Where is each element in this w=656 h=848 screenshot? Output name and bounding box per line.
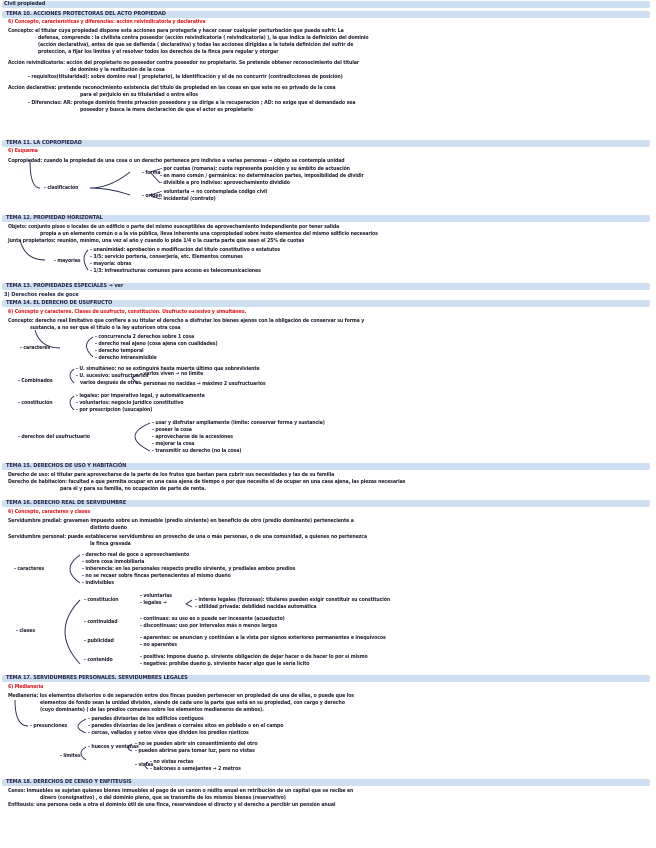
note-line: distinto dueño: [90, 525, 127, 531]
note-line: - voluntarios: negocio jurídico constitutivo: [76, 400, 184, 406]
note-line: - indivisibles: [82, 580, 114, 586]
note-line: - paredes divisorias de los edificios contiguos: [88, 716, 204, 722]
note-line: - negativa: prohíbe dueño p. sirviente hacer algo que le sería lícito: [140, 661, 310, 667]
note-line: - 1/3: infraestructuras comunes para acceso es telecomunicaciones: [90, 268, 261, 274]
note-line: Concepto: el titular cuya propiedad dispone esta acciones para protegerla y hacer cesar cualquier perturbación que pueda sufrir. La: [8, 28, 344, 34]
section-heading: Civil propiedad: [4, 1, 46, 7]
note-line: - divisible a pro indiviso: aprovechamiento dividido: [160, 180, 290, 186]
section-heading: TEMA 18. DERECHOS DE CENSO Y ENFITEUSIS: [6, 779, 132, 785]
section-heading: TEMA 11. LA COPROPIEDAD: [6, 140, 82, 146]
note-line: - pueden abrirse para tomar luz, pero no vistas: [135, 748, 255, 754]
note-line: Acción declarativa: pretende reconocimiento existencia del título de propiedad en las cosas en que este no es privado de la cosa: [8, 85, 336, 91]
note-line: - continuas: su uso es o puede ser incesante (acueducto): [140, 616, 285, 622]
note-line: - derecho intransmisible: [95, 355, 157, 361]
branch-label: - clases: [16, 628, 35, 634]
note-line: - en mano común / germánica: no determinación partes, imposibilidad de dividir: [160, 173, 364, 179]
subsection-heading: 6) Concepto y caracteres. Clases de usufructo, constitución. Usufructo sucesivo y simultáneo.: [8, 309, 247, 315]
branch-label: - caracteres: [14, 566, 45, 572]
section-band: [2, 1, 650, 8]
note-line: - mayoría: obras: [90, 261, 132, 267]
branch-label: - Combinados: [18, 378, 53, 384]
note-line: Objeto: conjunto pisos o locales de un edificio o parte del mismo susceptibles de aprovechamiento independiente por tener salida: [8, 224, 340, 230]
note-line: - varios viven → no límite: [140, 371, 204, 377]
section-heading: TEMA 13. PROPIEDADES ESPECIALES → ver: [6, 283, 124, 289]
subsection-heading: 6) Concepto, caracteres y clases: [8, 509, 91, 515]
subsection-heading: 6) Esquema: [8, 148, 38, 154]
note-line: - voluntaria → no contemplada código civil: [160, 189, 268, 195]
note-line: Concepto: derecho real limitativo que confiere a su titular el derecho a disfrutar los bienes ajenos con la obligación de conservar su forma y: [8, 318, 365, 324]
note-line: - poseer la cosa: [152, 427, 192, 433]
note-line: - personas no nacidas → máximo 2 usufructuarios: [140, 381, 266, 387]
note-line: - cercas, vallados y setos vivos que dividen los predios rústicos: [88, 730, 249, 736]
branch-label: - vistas: [135, 762, 154, 768]
section-heading: TEMA 10. ACCIONES PROTECTORAS DEL ACTO PROPIEDAD: [6, 11, 166, 17]
branch-label: - caracteres: [20, 345, 51, 351]
note-line: Servidumbre predial: gravamen impuesto sobre un inmueble (predio sirviente) en beneficio de otro (predio dominante) perteneciente a: [8, 518, 354, 524]
note-line: - por cuotas (romana): cuota representa posición y su ámbito de actuación: [160, 166, 350, 172]
note-line: - derecho real de goce o aprovechamiento: [82, 552, 190, 558]
note-line: Derecho de habitación: facultad a que permita ocupar en una casa ajena de tiempo o por que necesite el de ocupar en una casa ajena, las piezas necesarias: [8, 479, 406, 485]
note-line: - no vistas rectas: [150, 759, 194, 765]
branch-label: - continuidad: [84, 619, 118, 625]
subsection-heading: 6) Concepto, características y diferencias: acción reivindicatoria y declarativa: [8, 19, 206, 25]
section-heading: TEMA 17. SERVIDUMBRES PERSONALES. SERVIDUMBRES LEGALES: [6, 675, 188, 681]
note-line: - transmitir su derecho (no la cosa): [152, 448, 242, 454]
note-line: varios después de otros: [80, 380, 141, 386]
note-line: - unanimidad: aprobación o modificación del título constitutivo o estatutos: [90, 247, 281, 253]
subsection-heading: 6) Medianería: [8, 684, 44, 690]
section-heading: TEMA 16. DERECHO REAL DE SERVIDUMBRE: [6, 500, 127, 506]
note-line: - no se pueden abrir sin consentimiento del otro: [135, 741, 258, 747]
section-heading: TEMA 12. PROPIEDAD HORIZONTAL: [6, 215, 103, 221]
note-line: Copropiedad: cuando la propiedad de una cosa o un derecho pertenece pro indiviso a varias personas → objeto se contempla unidad: [8, 158, 345, 164]
note-line: - voluntarias: [140, 593, 172, 599]
branch-label: - mayorías: [54, 258, 81, 264]
note-line: para el perjuicio en su titularidad o entre ellos: [80, 92, 198, 98]
branch-label: - límites: [60, 753, 81, 759]
note-line: - no aparentes: [140, 642, 177, 648]
note-line: - sobre cosa inmobiliaria: [82, 559, 145, 565]
note-line: defensa, comprende : la civilista contra poseedor (acción reivindicatoria ( reivindicatoria) ), la que indica la definición del dominio: [38, 35, 369, 41]
note-line: - legales →: [140, 600, 167, 606]
note-line: poseedor y busca la mera declaración de que el actor es propietario: [80, 107, 253, 113]
note-line: - utilidad privada: debilidad nacidas automática: [195, 604, 317, 610]
note-line: - paredes divisorias de los jardines o corrales sitos en poblado o en el campo: [88, 723, 284, 729]
note-line: para él y para su familia, no ocupación de parte de renta.: [60, 486, 206, 492]
note-line: Junta propietarios: reunión, mínimo, una vez al año y cuando lo pida 1/4 o la cuarta parte que sean el 25% de cuotas: [8, 238, 305, 244]
note-line: - Diferencias: AR: protege dominio frente privación poseedora y se dirige a la recuperación ; AD: no exige que el demandado sea: [28, 100, 356, 106]
note-line: - usar y disfrutar ampliamente (límite: conservar forma y sustancia): [152, 420, 325, 426]
note-line: - requisitos(titularidad): sobre domino real ( propietario), la identificación y el de no concurrir (contradicciones de posición): [28, 74, 343, 80]
note-line: - legales: por imperativo legal, y automáticamente: [76, 393, 205, 399]
note-line: - mejorar la cosa: [152, 441, 195, 447]
note-line: - U. simultáneo: no se extinguirá hasta muerte último que sobreviviente: [76, 366, 260, 372]
branch-label: - origen: [142, 193, 162, 199]
note-line: - discontinuas: uso por intervalos más o menos largos: [140, 623, 278, 629]
note-line: - derecho real ajeno (cosa ajena con cualidades): [95, 341, 218, 347]
branch-label: - huecos y ventanas: [88, 744, 139, 750]
note-line: la finca gravada: [90, 541, 131, 547]
note-line: - 3/5: servicio portería, conserjería, etc. Elementos comunes: [90, 254, 243, 260]
section-heading: TEMA 15. DERECHOS DE USO Y HABITACIÓN: [6, 463, 127, 469]
note-line: Censo: inmuebles se sujetan quienes bienes inmuebles al pago de un canon o rédito anual en retribución de un capital que se recibe en: [8, 788, 354, 794]
branch-label: - presunciones: [30, 723, 68, 729]
note-line: - por prescripción (usucapión): [76, 407, 153, 413]
branch-label: - constitución: [18, 400, 53, 406]
note-line: dinero (consignativo) , o del dominio pleno, que se transmite de los mismos bienes (reservativo): [40, 795, 286, 801]
note-line: propia a un elemento común o a la vía pública, lleva inherente una copropiedad sobre resto elementos del mismo edificio necesarios: [40, 231, 378, 237]
section-band: [2, 140, 650, 147]
note-line: - aparentes: se anuncian y continúan a la vista por signos exteriores permanentes e inequívocos: [140, 635, 386, 641]
section-heading: TEMA 14. EL DERECHO DE USUFRUCTO: [6, 300, 113, 306]
note-line: - no se recaer sobre fincas pertenecientes al mismo dueño: [82, 573, 231, 579]
note-line: - U. sucesivo: usufructuarios: [76, 373, 149, 379]
note-line: Acción reivindicatoria: acción del propietario no poseedor contra poseedor no propietario. Se pretende obtener reconocimiento del titular: [8, 60, 359, 66]
note-line: protección, a fijar los límites y el resolver todos los derechos de la finca para regular y otorgar: [38, 49, 279, 55]
note-line: - aprovecharse de la accesiones: [152, 434, 233, 440]
note-line: sustancia, a no ser que el título o la ley autoricen otra cosa: [30, 325, 181, 331]
note-line: (acción declarativa), antes de que se defienda ( declarativa) y todas las acciones dirigidas a la tutela definición del sufrir de: [38, 42, 354, 48]
note-line: - concurrencia 2 derechos sobre 1 cosa: [95, 334, 195, 340]
note-line: - inherencia: en las personales respecto predio sirviente, y prediales ambos predios: [82, 566, 296, 572]
branch-label: - forma: [142, 170, 161, 176]
note-line: - balcones o semejantes → 2 metros: [150, 766, 241, 772]
note-line: Servidumbre personal: puede establecerse servidumbres en provecho de una o más personas, o de una comunidad, a quienes no pertenezca: [8, 534, 367, 540]
note-line: de dominio y la restitución de la cosa: [70, 67, 165, 73]
branch-label: - publicidad: [84, 638, 114, 644]
note-line: - interés legales (forzosas): titulares pueden exigir constituir su constitución: [195, 597, 391, 603]
note-line: (cuyo dominante) ( de las predios comunes sobre los elementos medianeros de ambos).: [40, 707, 264, 713]
section-heading: 3) Derechos reales de goce: [4, 292, 79, 298]
note-line: - derecho temporal: [95, 348, 144, 354]
branch-label: - contenido: [84, 657, 113, 663]
branch-label: - clasificación: [44, 185, 79, 191]
note-line: Enfiteusis: una persona cede a otra el dominio útil de una finca, reservándose el directo y el derecho a percibir un pensión anual: [8, 802, 336, 808]
note-line: Derecho de uso: el titular para aprovecharse de la parte de los frutos que bastan para cubrir sus necesidades y las de su familia: [8, 472, 335, 478]
branch-label: - constitución: [84, 597, 119, 603]
note-line: Medianería: los elementos divisorios o de separación entre dos fincas pueden pertenecer en propiedad de una de ellas, o puede que los: [8, 693, 354, 699]
branch-label: - derechos del usufructuario: [18, 434, 90, 440]
note-line: - incidental (contrato): [160, 196, 216, 202]
note-line: elementos de fondo sean la unidad división, siendo de cada uno la parte que está en su propiedad, con cargo y derecho: [40, 700, 345, 706]
note-line: - positiva: impone dueño p. sirviente obligación de dejar hacer o de hacer lo por sí mismo: [140, 654, 368, 660]
